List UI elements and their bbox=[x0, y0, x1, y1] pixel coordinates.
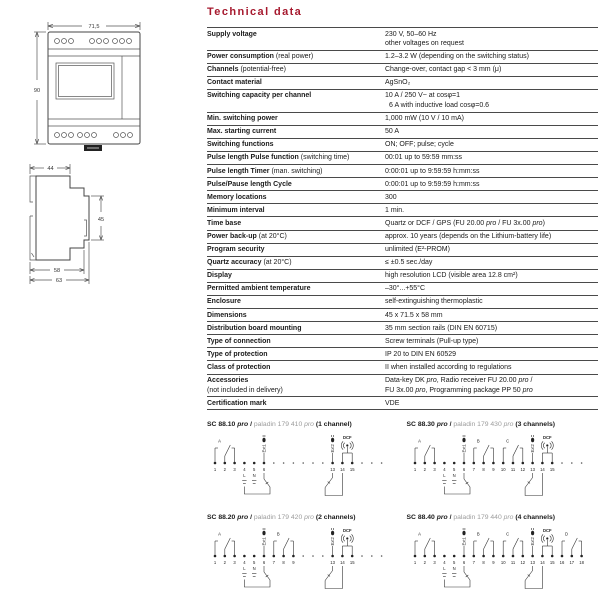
spec-value: –30°...+55°C bbox=[385, 285, 426, 293]
svg-text:18: 18 bbox=[578, 560, 584, 566]
spec-row bbox=[207, 50, 598, 63]
svg-text:8: 8 bbox=[481, 560, 485, 566]
svg-text:15: 15 bbox=[349, 467, 355, 473]
device-profile bbox=[36, 176, 89, 260]
svg-text:13: 13 bbox=[330, 560, 335, 566]
svg-text:13: 13 bbox=[529, 560, 535, 566]
spec-row bbox=[207, 177, 598, 190]
spec-row bbox=[207, 269, 598, 282]
front-width-label: 71,5 bbox=[88, 24, 100, 30]
spec-label: Pulse/Pause length Cycle bbox=[207, 180, 292, 188]
top-terminal-circles bbox=[55, 39, 132, 44]
spec-value: IP 20 to DIN EN 60529 bbox=[385, 350, 457, 358]
spec-row bbox=[207, 76, 598, 89]
spec-value: Screw terminals (Pull-up type) bbox=[385, 337, 479, 345]
spec-value: II when installed according to regulations bbox=[385, 363, 512, 371]
svg-text:5: 5 bbox=[452, 560, 455, 566]
spec-label: Switching functions bbox=[207, 141, 274, 149]
spec-label: Channels (potential-free) bbox=[207, 66, 286, 74]
front-view-svg bbox=[26, 18, 176, 160]
svg-text:14: 14 bbox=[340, 467, 345, 473]
page-title: Technical data bbox=[207, 6, 303, 18]
svg-text:13: 13 bbox=[529, 467, 535, 473]
spec-value: VDE bbox=[385, 399, 400, 407]
svg-text:Ext2: Ext2 bbox=[529, 444, 535, 453]
spec-value: 00:01 up to 59:59 mm:ss bbox=[385, 154, 463, 162]
spec-row bbox=[207, 216, 598, 229]
spec-label: Power back-up (at 20°C) bbox=[207, 233, 287, 240]
svg-text:12: 12 bbox=[519, 560, 525, 566]
svg-text:9: 9 bbox=[292, 560, 295, 566]
svg-text:13: 13 bbox=[330, 467, 335, 473]
spec-label: Memory locations bbox=[207, 193, 267, 201]
svg-text:C: C bbox=[505, 531, 509, 537]
svg-text:7: 7 bbox=[472, 467, 475, 473]
wiring-diagram-sc8840 bbox=[407, 514, 599, 598]
spec-value: ≤ ±0.5 sec./day bbox=[385, 259, 433, 267]
svg-text:4: 4 bbox=[442, 467, 446, 473]
side-top-label: 44 bbox=[47, 166, 54, 172]
svg-text:6: 6 bbox=[462, 560, 465, 566]
spec-value: 35 mm section rails (DIN EN 60715) bbox=[385, 324, 498, 332]
spec-value: 1.2–3.2 W (depending on the switching status) bbox=[385, 53, 529, 61]
svg-text:2: 2 bbox=[423, 467, 426, 473]
front-height-label: 90 bbox=[33, 88, 41, 94]
svg-text:L: L bbox=[243, 566, 246, 572]
spec-value: 300 bbox=[385, 193, 397, 201]
svg-text:5: 5 bbox=[452, 467, 455, 473]
svg-text:Ext2: Ext2 bbox=[329, 444, 335, 453]
spec-value: self-extinguishing thermoplastic bbox=[385, 298, 483, 306]
spec-value: 0:00:01 up to 9:59:59 h:mm:ss bbox=[385, 180, 480, 188]
svg-text:1: 1 bbox=[413, 560, 416, 566]
svg-text:L: L bbox=[442, 566, 446, 572]
svg-text:4: 4 bbox=[243, 560, 246, 566]
spec-row bbox=[207, 151, 598, 164]
spec-row bbox=[207, 190, 598, 203]
spec-row bbox=[207, 321, 598, 334]
spec-value: Quartz or DCF / GPS (FU 20.00 pro / FU 3x.00 pro) bbox=[385, 219, 545, 227]
svg-text:2: 2 bbox=[223, 560, 226, 566]
spec-label: Min. switching power bbox=[207, 115, 278, 123]
diagram-svg-sc8810 bbox=[207, 429, 397, 505]
svg-text:8: 8 bbox=[481, 467, 485, 473]
spec-row bbox=[207, 89, 598, 112]
wiring-diagram-sc8820 bbox=[207, 514, 399, 598]
spec-label: Pulse length Pulse function (switching time) bbox=[207, 154, 350, 162]
diagram-svg-sc8820 bbox=[207, 522, 397, 598]
spec-label: Quartz accuracy (at 20°C) bbox=[207, 259, 292, 267]
svg-text:9: 9 bbox=[491, 467, 495, 473]
wiring-diagram-grid bbox=[207, 421, 598, 598]
svg-text:N: N bbox=[452, 473, 456, 479]
spec-row bbox=[207, 308, 598, 321]
side-bottom-label-63: 63 bbox=[55, 278, 63, 284]
svg-text:14: 14 bbox=[539, 560, 545, 566]
spec-label: Contact material bbox=[207, 79, 262, 87]
side-view-drawing bbox=[10, 158, 170, 308]
spec-value: 50 A bbox=[385, 128, 400, 136]
svg-text:Ext1: Ext1 bbox=[261, 537, 267, 546]
svg-text:2: 2 bbox=[223, 467, 226, 473]
svg-text:N: N bbox=[252, 566, 256, 572]
spec-row bbox=[207, 334, 598, 347]
spec-label: Display bbox=[207, 272, 232, 280]
svg-text:16: 16 bbox=[559, 560, 564, 566]
spec-row bbox=[207, 295, 598, 308]
spec-label: Time base bbox=[207, 219, 242, 227]
svg-text:Ext1: Ext1 bbox=[261, 444, 267, 453]
svg-text:7: 7 bbox=[272, 560, 275, 566]
spec-value: 230 V, 50–60 Hz other voltages on request bbox=[385, 30, 464, 48]
spec-label: Switching capacity per channel bbox=[207, 92, 312, 100]
svg-text:11: 11 bbox=[510, 467, 515, 473]
svg-text:4: 4 bbox=[442, 560, 446, 566]
svg-text:A: A bbox=[417, 531, 421, 537]
svg-text:A: A bbox=[417, 438, 421, 444]
svg-text:10: 10 bbox=[500, 560, 506, 566]
spec-row bbox=[207, 243, 598, 256]
spec-label: Dimensions bbox=[207, 311, 247, 319]
svg-text:B: B bbox=[276, 531, 280, 537]
side-right-label: 45 bbox=[97, 217, 105, 223]
svg-text:D: D bbox=[564, 531, 568, 537]
svg-text:15: 15 bbox=[349, 560, 355, 566]
svg-text:14: 14 bbox=[539, 467, 545, 473]
wiring-diagram-sc8830 bbox=[407, 421, 599, 505]
spec-label: Permitted ambient temperature bbox=[207, 285, 311, 293]
spec-row bbox=[207, 203, 598, 216]
svg-text:DCF: DCF bbox=[542, 528, 552, 534]
svg-text:1: 1 bbox=[213, 560, 217, 566]
spec-label: Distribution board mounting bbox=[207, 324, 302, 332]
svg-text:1: 1 bbox=[413, 467, 416, 473]
spec-row bbox=[207, 112, 598, 125]
svg-text:3: 3 bbox=[233, 560, 236, 566]
svg-text:4: 4 bbox=[243, 467, 246, 473]
spec-label: Certification mark bbox=[207, 399, 267, 407]
spec-value: approx. 10 years (depends on the Lithium-battery life) bbox=[385, 233, 552, 240]
diagram-title: SC 88.20 pro / paladin 179 420 pro (2 channels) bbox=[207, 514, 356, 522]
svg-text:3: 3 bbox=[432, 467, 436, 473]
svg-text:6: 6 bbox=[462, 467, 465, 473]
svg-text:B: B bbox=[476, 438, 480, 444]
spec-value: 0:00:01 up to 9:59:59 h:mm:ss bbox=[385, 167, 480, 175]
spec-label: Accessories (not included in delivery) bbox=[207, 377, 283, 394]
spec-row bbox=[207, 164, 598, 177]
spec-row bbox=[207, 256, 598, 269]
diagram-svg-sc8830 bbox=[407, 429, 597, 505]
svg-text:6: 6 bbox=[262, 560, 266, 566]
spec-value: Data-key DK pro, Radio receiver FU 20.00 pro / FU 3x.00 pro, Programming package PP 50 pro bbox=[385, 377, 533, 394]
svg-text:17: 17 bbox=[568, 560, 574, 566]
svg-text:Ext2: Ext2 bbox=[529, 537, 535, 546]
svg-text:10: 10 bbox=[500, 467, 506, 473]
svg-text:DCF: DCF bbox=[542, 435, 552, 441]
svg-text:7: 7 bbox=[472, 560, 475, 566]
spec-row bbox=[207, 138, 598, 151]
spec-row bbox=[207, 230, 598, 243]
svg-text:DCF: DCF bbox=[342, 528, 352, 534]
svg-text:N: N bbox=[252, 473, 256, 479]
spec-label: Max. starting current bbox=[207, 128, 277, 136]
svg-text:15: 15 bbox=[549, 467, 555, 473]
svg-text:14: 14 bbox=[340, 560, 345, 566]
spec-value: 10 A / 250 V~ at cosφ=1 6 A with inductive load cosφ=0.6 bbox=[385, 92, 490, 110]
spec-value: 1 min. bbox=[385, 206, 405, 214]
svg-text:N: N bbox=[452, 566, 456, 572]
spec-row bbox=[207, 27, 598, 50]
spec-label: Enclosure bbox=[207, 298, 241, 306]
spec-table bbox=[207, 27, 598, 410]
svg-text:L: L bbox=[442, 473, 446, 479]
spec-value: ON; OFF; pulse; cycle bbox=[385, 141, 454, 149]
spec-row bbox=[207, 347, 598, 360]
spec-value: AgSnO₂ bbox=[385, 79, 411, 87]
svg-text:5: 5 bbox=[253, 467, 256, 473]
spec-row bbox=[207, 374, 598, 397]
svg-text:6: 6 bbox=[262, 467, 266, 473]
diagram-title: SC 88.10 pro / paladin 179 410 pro (1 channel) bbox=[207, 421, 352, 429]
spec-row bbox=[207, 282, 598, 295]
spec-value: Change-over, contact gap < 3 mm (μ) bbox=[385, 66, 502, 74]
diagram-title: SC 88.40 pro / paladin 179 440 pro (4 channels) bbox=[406, 514, 556, 522]
spec-row bbox=[207, 360, 598, 373]
front-view-drawing bbox=[26, 18, 176, 160]
svg-text:3: 3 bbox=[233, 467, 236, 473]
spec-label: Power consumption (real power) bbox=[207, 53, 314, 61]
svg-text:11: 11 bbox=[510, 560, 515, 566]
svg-text:9: 9 bbox=[491, 560, 495, 566]
lcd-display bbox=[56, 63, 114, 99]
spec-row bbox=[207, 396, 598, 409]
spec-label: Type of connection bbox=[207, 337, 271, 345]
spec-value: 45 x 71.5 x 58 mm bbox=[385, 311, 443, 319]
svg-text:1: 1 bbox=[213, 467, 217, 473]
svg-text:3: 3 bbox=[432, 560, 436, 566]
svg-text:A: A bbox=[218, 438, 221, 444]
spec-label: Type of protection bbox=[207, 350, 268, 358]
spec-row bbox=[207, 125, 598, 138]
svg-text:A: A bbox=[218, 531, 221, 537]
diagram-title: SC 88.30 pro / paladin 179 430 pro (3 channels) bbox=[406, 421, 556, 429]
svg-text:8: 8 bbox=[282, 560, 285, 566]
spec-label: Pulse length Timer (man. switching) bbox=[207, 167, 323, 175]
spec-value: unlimited (E²-PROM) bbox=[385, 246, 450, 254]
side-view-svg bbox=[10, 158, 170, 308]
spec-label: Minimum interval bbox=[207, 206, 265, 214]
svg-text:5: 5 bbox=[253, 560, 256, 566]
side-bottom-label-58: 58 bbox=[53, 268, 61, 274]
svg-text:15: 15 bbox=[549, 560, 555, 566]
svg-text:2: 2 bbox=[423, 560, 426, 566]
svg-text:C: C bbox=[505, 438, 509, 444]
svg-text:DCF: DCF bbox=[342, 435, 352, 441]
svg-text:Ext2: Ext2 bbox=[329, 537, 335, 546]
svg-text:12: 12 bbox=[519, 467, 525, 473]
spec-value: 1,000 mW (10 V / 10 mA) bbox=[385, 115, 464, 123]
svg-text:B: B bbox=[476, 531, 480, 537]
bottom-terminal-circles bbox=[55, 133, 133, 138]
spec-value: high resolution LCD (visible area 12.8 cm²) bbox=[385, 272, 518, 280]
wiring-diagram-sc8810 bbox=[207, 421, 399, 505]
spec-row bbox=[207, 63, 598, 76]
spec-label: Program security bbox=[207, 246, 265, 254]
technical-data-section bbox=[207, 6, 598, 598]
diagram-svg-sc8840 bbox=[407, 522, 597, 598]
svg-text:Ext1: Ext1 bbox=[460, 537, 466, 546]
spec-label: Class of protection bbox=[207, 363, 271, 371]
spec-label: Supply voltage bbox=[207, 30, 257, 38]
svg-text:Ext1: Ext1 bbox=[460, 444, 466, 453]
svg-text:L: L bbox=[243, 473, 246, 479]
